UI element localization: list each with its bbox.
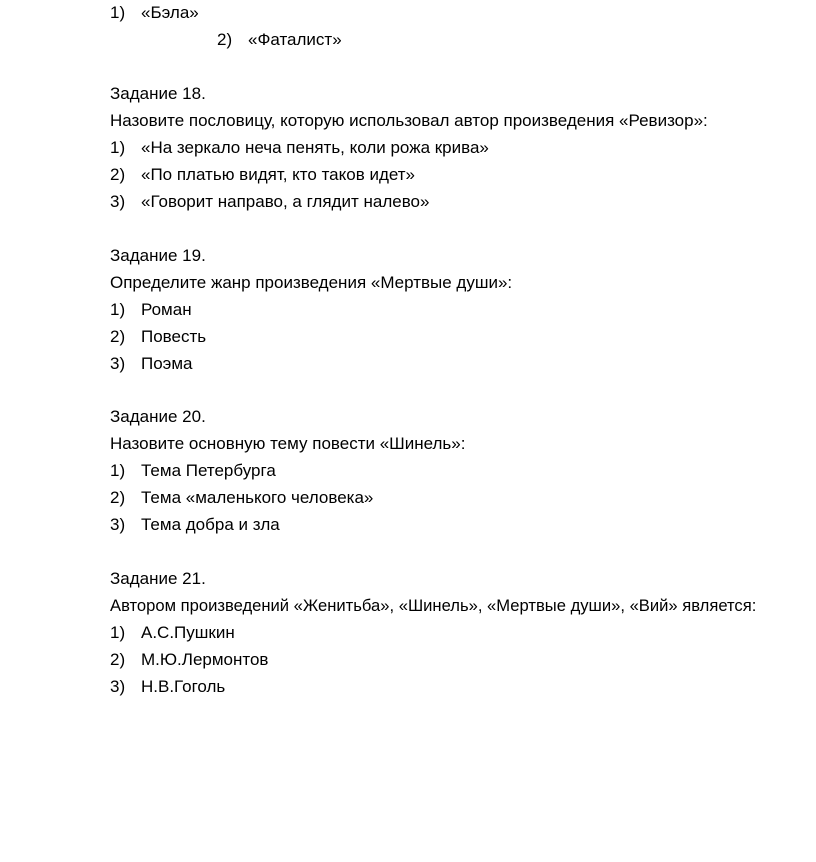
option-text: «По платью видят, кто таков идет» [141,165,416,184]
list-text: «Бэла» [141,3,199,22]
option-number: 2) [110,650,126,669]
list-number: 1) [110,3,126,22]
option-number: 3) [110,677,126,696]
task-18-option-3 [110,191,429,213]
option-number: 3) [110,354,126,373]
task-20-question: Назовите основную тему повести «Шинель»: [110,434,466,453]
task-18-option-1 [110,137,489,159]
task-18-option-2 [110,164,415,186]
task-19-option-2 [110,326,206,348]
top-list-item-1 [110,2,199,24]
option-text: Роман [141,300,192,319]
option-number: 1) [110,300,126,319]
list-number: 2) [217,30,233,49]
option-number: 2) [110,488,126,507]
option-text: Тема «маленького человека» [141,488,374,507]
option-number: 1) [110,138,126,157]
task-19-question: Определите жанр произведения «Мертвые души»: [110,273,513,292]
option-text: А.С.Пушкин [141,623,235,642]
task-21-question: Автором произведений «Женитьба», «Шинель», «Мертвые души», «Вий» является: [110,596,757,615]
task-21-title: Задание 21. [110,569,206,588]
option-number: 2) [110,327,126,346]
option-text: Тема Петербурга [141,461,276,480]
option-number: 3) [110,515,126,534]
task-20-option-1 [110,460,276,482]
option-text: Н.В.Гоголь [141,677,226,696]
option-number: 3) [110,192,126,211]
task-20-option-3 [110,514,280,536]
option-text: «На зеркало неча пенять, коли рожа крива» [141,138,489,157]
top-list-item-2 [217,29,342,51]
option-number: 2) [110,165,126,184]
task-21-option-2 [110,649,268,671]
option-text: «Говорит направо, а глядит налево» [141,192,430,211]
task-21-option-3 [110,676,225,698]
option-text: Повесть [141,327,207,346]
task-21-option-1 [110,622,235,644]
option-text: Поэма [141,354,193,373]
task-20-option-2 [110,487,373,509]
option-number: 1) [110,623,126,642]
option-number: 1) [110,461,126,480]
task-19-title: Задание 19. [110,246,206,265]
task-20-title: Задание 20. [110,407,206,426]
list-text: «Фаталист» [248,30,342,49]
task-19-option-1 [110,299,192,321]
task-19-option-3 [110,353,193,375]
option-text: Тема добра и зла [141,515,280,534]
task-18-title: Задание 18. [110,84,206,103]
task-18-question: Назовите пословицу, которую использовал автор произведения «Ревизор»: [110,111,708,130]
option-text: М.Ю.Лермонтов [141,650,269,669]
